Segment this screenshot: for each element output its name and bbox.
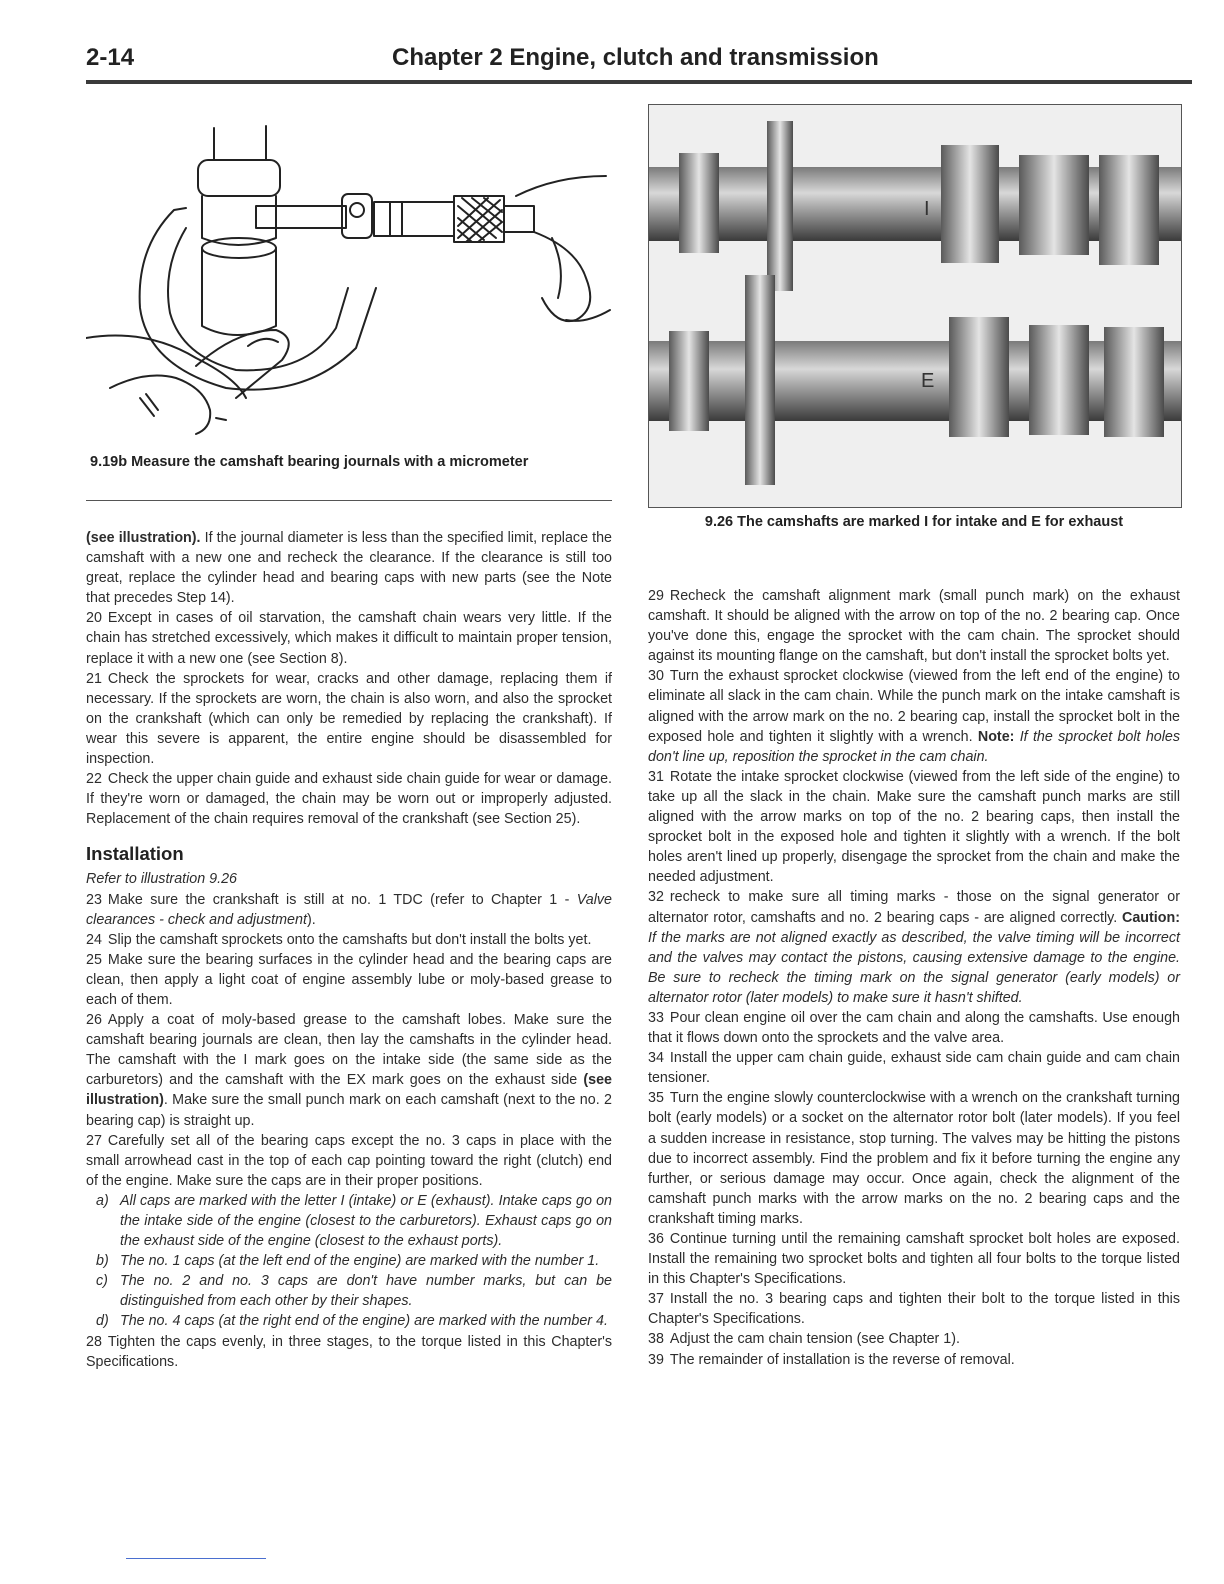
paragraph-20: 20 Except in cases of oil starvation, the camshaft chain wears very little. If the chain has stretched excessively, which makes it difficult to maintain proper tension, replace it with a new one (see Section 8). — [86, 610, 612, 667]
header-rule — [86, 80, 1192, 84]
left-figure-rule — [86, 500, 612, 501]
paragraph-21: 21 Check the sprockets for wear, cracks and other damage, replacing them if necessary. If the sprockets are worn, the chain is also worn, and also the sprocket on the crankshaft (which can only be remedied by replacing the crankshaft). If wear this severe is apparent, the entire engine should be disassembled for inspection. — [86, 670, 612, 768]
paragraph-32: 32 recheck to make sure all timing marks - those on the signal generator or alternator rotor, camshafts and no. 2 bearing caps - are aligned correctly. Caution: If the marks are not aligned exactly as described, the valve timing will be incorrect and the valves may contact the pistons, causing extensive damage to the engine. Be sure to recheck the timing mark on the signal generator (early models) or alternator rotor (later models) to make sure it hasn't shifted. — [648, 889, 1180, 1006]
paragraph-31: 31 Rotate the intake sprocket clockwise (viewed from the left side of the engine) to take up all the slack in the chain. Make sure the camshaft punch marks are still aligned with the arrow marks on top of the no. 2 bearing caps, then install the sprocket bolt in the exposed hole and tighten it slightly with a wrench. If the bolt holes aren't lined up properly, disengage the sprocket from the chain and make the needed adjustment. — [648, 768, 1180, 886]
paragraph-36: 36 Continue turning until the remaining camshaft sprocket bolt holes are exposed. Install the remaining two sprocket bolts and tighten all four bolts to the torque listed in this Chapter's Specifications. — [648, 1231, 1180, 1288]
section-heading-installation: Installation — [86, 843, 184, 865]
page-header — [86, 44, 1180, 76]
section-reference: Refer to illustration 9.26 — [86, 871, 237, 888]
footer-line — [126, 1558, 266, 1559]
micrometer-drawing — [86, 98, 612, 438]
paragraph-25: 25 Make sure the bearing surfaces in the cylinder head and the bearing caps are clean, then apply a light coat of engine assembly lube or moly-based grease to each of them. — [86, 951, 612, 1008]
paragraph-33: 33 Pour clean engine oil over the cam chain and along the camshafts. Use enough that it flows down onto the sprockets and the valve area. — [648, 1009, 1180, 1047]
list-item-b: b) The no. 1 caps (at the left end of the engine) are marked with the number 1. — [96, 1253, 600, 1270]
left-text-column — [86, 528, 612, 1372]
right-text-column — [648, 586, 1180, 1370]
list-item-c: c) The no. 2 and no. 3 caps are don't have number marks, but can be distinguished from each other by their shapes. — [96, 1273, 612, 1310]
paragraph-24: 24 Slip the camshaft sprockets onto the camshafts but don't install the bolts yet. — [86, 931, 592, 948]
paragraph-38: 38 Adjust the cam chain tension (see Chapter 1). — [648, 1331, 960, 1348]
list-item-d: d) The no. 4 caps (at the right end of the engine) are marked with the number 4. — [96, 1313, 608, 1330]
paragraph-37: 37 Install the no. 3 bearing caps and tighten their bolt to the torque listed in this Chapter's Specifications. — [648, 1291, 1180, 1328]
paragraph-30: 30 Turn the exhaust sprocket clockwise (viewed from the left end of the engine) to eliminate all slack in the cam chain. While the punch mark on the intake camshaft is aligned with the arrow mark on the no. 2 bearing cap, install the sprocket bolt in the exposed hole and tighten it slightly with a wrench. Note: If the sprocket bolt holes don't line up, reposition the sprocket in the cam chain. — [648, 668, 1180, 765]
page-number: 2-14 — [86, 44, 135, 71]
figure-left-caption: 9.19b Measure the camshaft bearing journals with a micrometer — [90, 454, 529, 470]
exhaust-mark: E — [921, 370, 935, 392]
figure-right-caption: 9.26 The camshafts are marked I for intake and E for exhaust — [704, 514, 1124, 530]
intake-mark: I — [924, 198, 930, 220]
list-item-a: a) All caps are marked with the letter I (intake) or E (exhaust). Intake caps go on the intake side of the engine (closest to the carburetors). Exhaust caps go on the exhaust side of the engine (closest to the exhaust ports). — [96, 1192, 612, 1250]
paragraph-23: 23 Make sure the crankshaft is still at no. 1 TDC (refer to Chapter 1 - Valve clearances - check and adjustment). — [86, 891, 612, 928]
paragraph-39: 39 The remainder of installation is the reverse of removal. — [648, 1351, 1015, 1368]
chapter-title: Chapter 2 Engine, clutch and transmission — [392, 44, 879, 71]
micrometer-illustration — [86, 98, 612, 498]
camshaft-photo — [648, 104, 1182, 508]
camshaft-photo-drawing — [649, 105, 1181, 507]
paragraph-22: 22 Check the upper chain guide and exhaust side chain guide for wear or damage. If they're worn or damaged, the chain may be worn out or improperly adjusted. Replacement of the chain requires removal of the crankshaft (see Section 25). — [86, 771, 612, 828]
paragraph-28: 28 Tighten the caps evenly, in three stages, to the torque listed in this Chapter's Specifications. — [86, 1333, 612, 1370]
paragraph-35: 35 Turn the engine slowly counterclockwise with a wrench on the crankshaft turning bolt (early models) or a socket on the alternator rotor bolt (later models). If you feel a sudden increase in resistance, stop turning. The valves may be hitting the pistons due to incorrect assembly. Find the problem and fix it before turning the engine any further, or serious damage may occur. Once again, check the alignment of the camshaft punch marks with the arrow marks on the no. 2 bearing caps and the crankshaft timing marks. — [648, 1090, 1180, 1227]
paragraph-19: (see illustration). If the journal diameter is less than the specified limit, replace the camshaft with a new one and recheck the clearance. If the clearance is still too great, replace the cylinder head and bearing caps with new parts (see the Note that precedes Step 14). — [86, 530, 612, 607]
paragraph-34: 34 Install the upper cam chain guide, exhaust side cam chain guide and cam chain tensioner. — [648, 1050, 1180, 1087]
paragraph-27: 27 Carefully set all of the bearing caps except the no. 3 caps in place with the small arrowhead cast in the top of each cap pointing toward the right (clutch) end of the engine. Make sure the caps are in their proper positions. — [86, 1132, 612, 1189]
see-illustration-ref: (see illustration). — [86, 530, 201, 546]
paragraph-26: 26 Apply a coat of moly-based grease to the camshaft lobes. Make sure the camshaft bearing journals are clean, then lay the camshafts in the cylinder head. The camshaft with the I mark goes on the intake side (the same side as the carburetors) and the camshaft with the EX mark goes on the exhaust side (see illustration). Make sure the small punch mark on each camshaft (next to the no. 2 bearing cap) is straight up. — [86, 1012, 612, 1129]
paragraph-29: 29 Recheck the camshaft alignment mark (small punch mark) on the exhaust camshaft. It should be aligned with the arrow on top of the no. 2 bearing cap. Once you've done this, engage the sprocket with the cam chain. The sprocket should against its mounting flange on the camshaft, but don't install the sprocket bolts yet. — [648, 588, 1180, 665]
